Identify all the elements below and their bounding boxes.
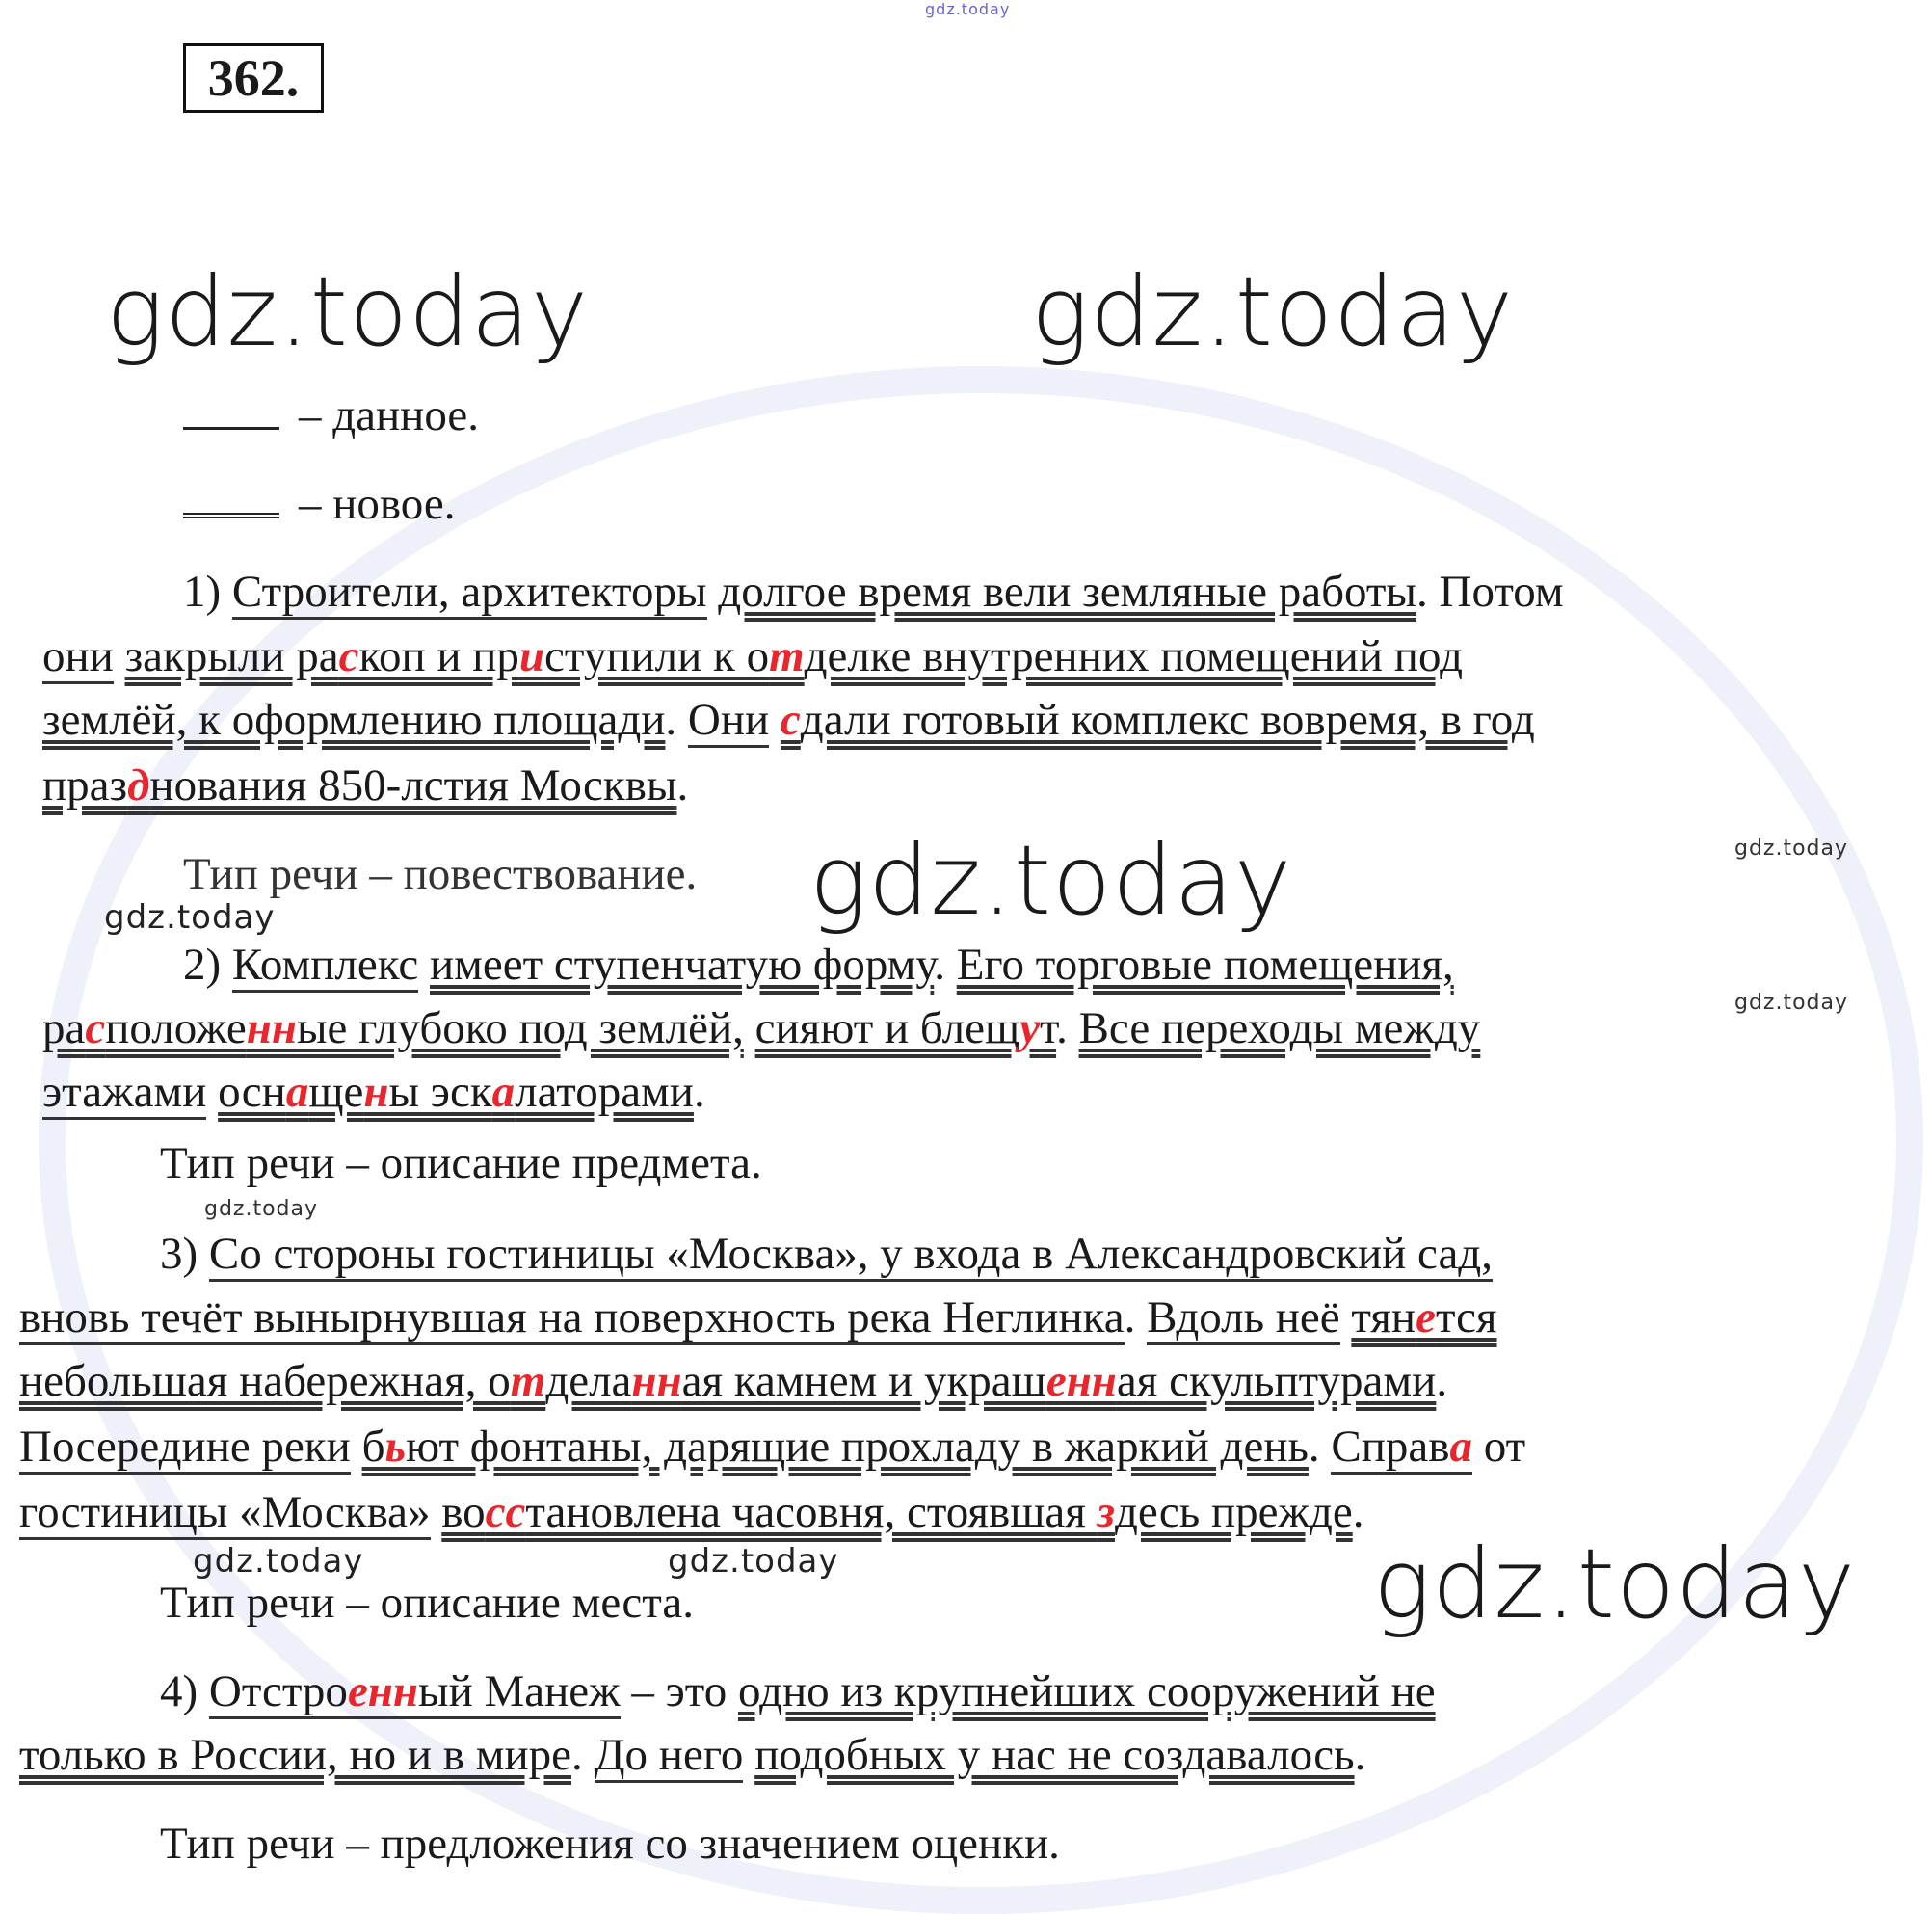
text-segment: б — [361, 1422, 385, 1472]
watermark: gdz.today — [193, 1542, 364, 1581]
text-segment: дела — [545, 1356, 632, 1406]
text-segment: . — [676, 760, 689, 811]
text-segment: тян — [1351, 1292, 1416, 1342]
text-segment: 2) — [183, 940, 232, 990]
text-segment: . — [1056, 1003, 1079, 1053]
header-watermark: gdz.today — [925, 0, 1011, 18]
p1-line-2 — [42, 628, 1463, 684]
text-segment — [206, 1067, 218, 1117]
text-segment: . — [571, 1730, 595, 1780]
highlight-letter: с — [780, 695, 801, 745]
text-segment: Отстро — [208, 1666, 348, 1716]
watermark: gdz.today — [106, 255, 590, 368]
p2-line-3 — [42, 1064, 705, 1120]
text-segment: . — [1354, 1730, 1366, 1780]
p1-line-1 — [183, 564, 1564, 620]
text-segment: . Потом — [1416, 567, 1564, 617]
p2-line-1 — [183, 937, 1454, 993]
text-segment: т — [1040, 1003, 1057, 1053]
watermark: gdz.today — [809, 824, 1293, 937]
text-segment: осн — [218, 1067, 286, 1117]
text-segment: нования 850-лстия Москвы — [149, 760, 677, 811]
text-segment: латорами — [515, 1067, 694, 1117]
text-segment: от — [1471, 1422, 1526, 1472]
text-segment: Посередине реки — [19, 1422, 351, 1475]
highlight-letter: у — [1019, 1003, 1041, 1053]
p1-speech-type: Тип речи – повествование. — [183, 849, 698, 899]
text-segment: ые глубоко под землёй, — [296, 1003, 744, 1053]
watermark: gdz.today — [104, 898, 276, 937]
highlight-letter: н — [363, 1067, 389, 1117]
p1-line-4 — [42, 758, 688, 813]
text-segment: Все переходы между — [1078, 1003, 1481, 1053]
text-segment: делке внутренних помещений под — [804, 631, 1463, 681]
text-segment: землёй, к оформлению площади — [42, 695, 666, 745]
highlight-letter: а — [285, 1067, 309, 1117]
text-segment — [431, 1487, 442, 1537]
text-segment: 4) — [160, 1666, 209, 1716]
watermark: gdz.today — [1373, 1528, 1857, 1640]
p2-speech-type: Тип речи – описание предмета. — [160, 1138, 762, 1188]
text-segment: Вдоль неё — [1147, 1292, 1339, 1345]
p4-speech-type: Тип речи – предложения со значением оценки. — [160, 1819, 1060, 1869]
text-segment: долгое время вели земляные работы — [718, 567, 1416, 617]
text-segment: ступили к о — [544, 631, 770, 681]
text-segment: ще — [308, 1067, 364, 1117]
highlight-letter: сс — [485, 1487, 526, 1537]
text-segment: десь прежде — [1114, 1487, 1353, 1537]
text-segment — [418, 940, 430, 990]
text-segment: . — [1308, 1422, 1332, 1472]
text-segment: – это — [620, 1666, 738, 1716]
text-segment — [351, 1422, 362, 1472]
p4-line-1 — [160, 1663, 1436, 1719]
watermark: gdz.today — [204, 1197, 319, 1221]
text-segment: ют фонтаны, дарящие прохладу в жаркий день — [405, 1422, 1309, 1472]
text-segment: одно из крупнейших сооружений не — [737, 1666, 1436, 1716]
highlight-letter: нн — [246, 1003, 297, 1053]
watermark: gdz.today — [668, 1542, 839, 1581]
highlight-letter: и — [518, 631, 545, 681]
text-segment: Строители, архитекторы — [232, 567, 707, 620]
text-segment: закрыли ра — [124, 631, 339, 681]
text-segment: Справ — [1331, 1422, 1450, 1472]
p3-line-1 — [160, 1226, 1493, 1282]
text-segment: 3) — [160, 1229, 209, 1279]
p3-line-5 — [19, 1484, 1363, 1540]
p1-line-3 — [42, 692, 1535, 748]
p3-line-4 — [19, 1419, 1525, 1475]
text-segment — [114, 631, 125, 681]
p2-line-2 — [42, 1000, 1480, 1056]
watermark: gdz.today — [1734, 837, 1849, 861]
double-underline-sample — [183, 495, 279, 518]
watermark: gdz.today — [1031, 255, 1515, 368]
text-segment: ая скульптурами — [1116, 1356, 1437, 1406]
highlight-letter: с — [85, 1003, 106, 1053]
highlight-letter: т — [510, 1356, 546, 1406]
highlight-letter: е — [1416, 1292, 1436, 1342]
watermark: gdz.today — [1734, 991, 1849, 1015]
text-segment: Комплекс — [232, 940, 418, 993]
text-segment: небольшая набережная, о — [19, 1356, 511, 1406]
text-segment: . — [1352, 1487, 1364, 1537]
highlight-letter: т — [769, 631, 805, 681]
highlight-letter: ь — [384, 1422, 406, 1472]
highlight-letter: а — [491, 1067, 516, 1117]
text-segment: вновь течёт вынырнувшая на поверхность река Неглинка — [19, 1292, 1125, 1345]
p3-line-3 — [19, 1353, 1447, 1409]
highlight-letter: енн — [347, 1666, 418, 1716]
text-segment: гостиницы «Москва» — [19, 1487, 431, 1540]
text-segment: праз — [42, 760, 128, 811]
text-segment: Со стороны гостиницы «Москва», у входа в Александровский сад, — [209, 1229, 1493, 1282]
highlight-letter: с — [338, 631, 359, 681]
highlight-letter: енн — [1045, 1356, 1117, 1406]
text-segment — [707, 567, 719, 617]
text-segment: . — [1436, 1356, 1448, 1406]
text-segment: подобных у нас не создавалось — [754, 1730, 1355, 1780]
single-underline-sample — [183, 408, 279, 430]
text-segment: они — [42, 631, 114, 684]
text-segment — [743, 1730, 754, 1780]
p3-line-2 — [19, 1289, 1497, 1345]
text-segment: тся — [1435, 1292, 1497, 1342]
text-segment: дали готовый комплекс вовремя, в год — [800, 695, 1535, 745]
text-segment: коп и пр — [358, 631, 519, 681]
text-segment: положе — [105, 1003, 247, 1053]
text-segment: . — [1124, 1292, 1148, 1342]
text-segment: . — [934, 940, 957, 990]
text-segment: Его торговые помещения, — [956, 940, 1454, 990]
legend-given: – данное. — [183, 387, 479, 443]
text-segment: сияют и блещ — [754, 1003, 1020, 1053]
text-segment: ы эск — [388, 1067, 492, 1117]
text-segment: 1) — [183, 567, 232, 617]
highlight-letter: а — [1449, 1422, 1472, 1472]
text-segment: До него — [595, 1730, 744, 1783]
p3-speech-type: Тип речи – описание места. — [160, 1578, 694, 1628]
highlight-letter: з — [1097, 1487, 1115, 1537]
text-segment: Они — [688, 695, 769, 748]
highlight-letter: нн — [631, 1356, 682, 1406]
text-segment — [769, 695, 781, 745]
text-segment: . — [693, 1067, 705, 1117]
text-segment: имеет ступенчатую форму — [430, 940, 935, 990]
text-segment: тановлена часовня, стоявшая — [525, 1487, 1098, 1537]
highlight-letter: д — [127, 760, 150, 811]
text-segment: ый Манеж — [418, 1666, 621, 1716]
text-segment: этажами — [42, 1067, 206, 1120]
text-segment: ая камнем и украш — [681, 1356, 1046, 1406]
text-segment: ра — [42, 1003, 86, 1053]
text-segment: только в России, но и в мире — [19, 1730, 571, 1780]
exercise-number: 362. — [183, 43, 324, 113]
p4-line-2 — [19, 1727, 1365, 1783]
text-segment: . — [665, 695, 688, 745]
text-segment: во — [441, 1487, 486, 1537]
text-segment — [744, 1003, 755, 1053]
legend-new: – новое. — [183, 476, 455, 532]
text-segment — [1340, 1292, 1352, 1342]
